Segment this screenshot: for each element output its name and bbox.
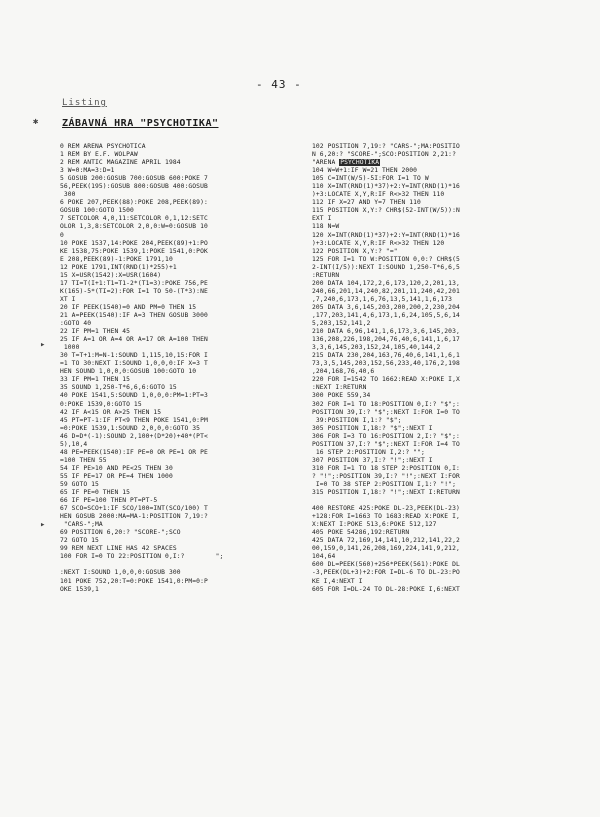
code-line: N 6,20:? "SCORE-";SCO:POSITION 2,21:? bbox=[312, 151, 456, 159]
code-line: 39:POSITION I,1:? "$"; bbox=[312, 416, 402, 424]
code-line: 110 X=INT(RND(1)*37)+2:Y=INT(RND(1)*16 bbox=[312, 183, 460, 191]
code-line: KE 1538,75:POKE 1539,1:POKE 1541,0:POK bbox=[60, 247, 208, 255]
listing-title: ZÁBAVNÁ HRA "PSYCHOTIKA" bbox=[62, 118, 219, 129]
code-line: 306 FOR I=3 TO 16:POSITION 2,I:? "$";: bbox=[312, 432, 460, 440]
code-line: 215 DATA 230,204,163,76,40,6,141,1,6,1 bbox=[312, 352, 460, 360]
code-line: 12 POKE 1791,INT(RND(1)*255)+1 bbox=[60, 263, 177, 271]
code-line: 300 POKE 559,34 bbox=[312, 392, 371, 400]
code-line: +128:FOR I=1663 TO 1683:READ X:POKE I, bbox=[312, 513, 460, 521]
code-line: 104 W=W+1:IF W=21 THEN 2000 bbox=[312, 167, 418, 175]
code-line: 104,64 bbox=[312, 553, 336, 561]
code-line: 54 IF PE>10 AND PE<25 THEN 30 bbox=[60, 464, 173, 472]
code-line: KE I,4:NEXT I bbox=[312, 577, 363, 585]
code-line: 240,66,201,14,240,82,201,11,240,42,201 bbox=[312, 287, 460, 295]
code-line: 200 DATA 104,172,2,6,173,120,2,201,13, bbox=[312, 279, 460, 287]
code-line: POSITION 39,I:? "$";:NEXT I:FOR I=0 TO bbox=[312, 408, 460, 416]
code-line: )+3:LOCATE X,Y,R:IF R<>32 THEN 110 bbox=[312, 191, 445, 199]
code-line: 22 IF PM=1 THEN 45 bbox=[60, 328, 131, 336]
code-line: 72 GOTO 15 bbox=[60, 537, 99, 545]
code-line: 605 FOR I=DL-24 TO DL-28:POKE I,6:NEXT bbox=[312, 585, 460, 593]
code-line: )+3:LOCATE X,Y,R:IF R<>32 THEN 120 bbox=[312, 239, 445, 247]
code-line: =100 THEN 55 bbox=[60, 456, 107, 464]
code-line: 10 POKE 1537,14:POKE 204,PEEK(89)+1:PO bbox=[60, 239, 208, 247]
code-line: 125 FOR I=1 TO W:POSITION 0,0:? CHR$(5 bbox=[312, 255, 460, 263]
code-line: 6 POKE 207,PEEK(88):POKE 208,PEEK(89): bbox=[60, 199, 208, 207]
code-line: 42 IF A<15 OR A>25 THEN 15 bbox=[60, 408, 162, 416]
code-line: 1 REM BY E.F. WOLPAW bbox=[60, 151, 138, 159]
code-line: 220 FOR I=1542 TO 1662:READ X:POKE I,X bbox=[312, 376, 460, 384]
code-line: POSITION 37,I:? "$";:NEXT I:FOR I=4 TO bbox=[312, 440, 460, 448]
code-line: 17 TI=T(I+1:T1=T1-2*(T1=3):POKE 756,PE bbox=[60, 279, 208, 287]
code-line: 15 X=USR(1542):X=USR(1604) bbox=[60, 271, 162, 279]
code-line: 205 DATA 3,6,145,203,200,200,2,230,204 bbox=[312, 303, 460, 311]
code-line: 600 DL=PEEK(560)+256*PEEK(561):POKE DL bbox=[312, 561, 460, 569]
code-line: -3,PEEK(DL+3)+2:FOR I=DL-6 TO DL-23:PO bbox=[312, 569, 460, 577]
code-line: 46 D=D*(-1):SOUND 2,100+(D*20)+40*(PT< bbox=[60, 432, 208, 440]
margin-mark: ▸ bbox=[40, 520, 46, 530]
code-line: ,7,240,6,173,1,6,76,13,5,141,1,6,173 bbox=[312, 295, 453, 303]
code-line: 48 PE=PEEK(1540):IF PE=0 OR PE=1 OR PE bbox=[60, 448, 208, 456]
code-line: 0:POKE 1539,0:GOTO 15 bbox=[60, 400, 142, 408]
code-column-left bbox=[60, 143, 300, 594]
code-line: 310 FOR I=1 TO 18 STEP 2:POSITION 0,I: bbox=[312, 464, 460, 472]
code-line: 2-INT(I/5)):NEXT I:SOUND 1,250-T*6,6,5 bbox=[312, 263, 460, 271]
code-line: 66 IF PE=100 THEN PT=PT-5 bbox=[60, 497, 158, 505]
margin-mark: ✱ bbox=[33, 117, 39, 127]
code-line: =0:POKE 1539,1:SOUND 2,0,0,0:GOTO 35 bbox=[60, 424, 201, 432]
code-line: 115 POSITION X,Y:? CHR$(52-INT(W/5)):N bbox=[312, 207, 460, 215]
code-line: 307 POSITION 37,I:? "!";:NEXT I bbox=[312, 456, 433, 464]
code-line: 00,159,0,141,26,208,169,224,141,9,212, bbox=[312, 545, 460, 553]
inverse-video-text: PSYCHOTIKA bbox=[340, 159, 380, 167]
code-line: 33 IF PM=1 THEN 15 bbox=[60, 376, 131, 384]
code-line: :NEXT I:RETURN bbox=[312, 384, 367, 392]
code-line: 65 IF PE=0 THEN 15 bbox=[60, 489, 131, 497]
margin-mark: ▸ bbox=[40, 340, 46, 350]
code-line: I=0 TO 38 STEP 2:POSITION I,1:? "!"; bbox=[312, 480, 456, 488]
code-line: 425 DATA 72,169,14,141,10,212,141,22,2 bbox=[312, 537, 460, 545]
code-line: 3 W=0:MA=3:D=1 bbox=[60, 167, 115, 175]
code-line: 5),10,4 bbox=[60, 440, 88, 448]
code-line: =1 TO 30:NEXT I:SOUND 1,0,0,0:IF X=3 T bbox=[60, 360, 208, 368]
code-line: 305 POSITION I,18:? "$";:NEXT I bbox=[312, 424, 433, 432]
code-line: K(165)-5*(TI=2):FOR I=1 TO 50-(T*3):NE bbox=[60, 287, 208, 295]
code-line: "CARS-";MA bbox=[60, 521, 103, 529]
code-line: 405 POKE 54286,192:RETURN bbox=[312, 529, 410, 537]
code-line: ,177,203,141,4,6,173,1,6,24,105,5,6,14 bbox=[312, 311, 460, 319]
code-line: :NEXT I:SOUND 1,0,0,0:GOSUB 300 bbox=[60, 569, 181, 577]
code-line: 56,PEEK(195):GOSUB 800:GOSUB 400:GOSUB bbox=[60, 183, 208, 191]
code-line: 5,203,152,141,2 bbox=[312, 320, 371, 328]
code-line: 25 IF A=1 OR A=4 OR A=17 OR A=100 THEN bbox=[60, 336, 208, 344]
code-line: 300 bbox=[60, 191, 76, 199]
page-number: - 43 - bbox=[256, 78, 302, 91]
code-line: 67 SCO=SCO+1:IF SCO/100=INT(SCO/100) T bbox=[60, 505, 208, 513]
code-line: 0 bbox=[60, 231, 64, 239]
code-line bbox=[60, 561, 300, 569]
code-line: HEN SOUND 1,0,0,0:GOSUB 100:GOTO 10 bbox=[60, 368, 197, 376]
code-line: 69 POSITION 6,20:? "SCORE-";SCO bbox=[60, 529, 181, 537]
code-line bbox=[312, 497, 557, 505]
code-line: 400 RESTORE 425:POKE DL-23,PEEK(DL-23) bbox=[312, 505, 460, 513]
code-line: 30 T=T+1:M=N-1:SOUND 1,115,10,15:FOR I bbox=[60, 352, 208, 360]
code-line: 3,3,6,145,203,152,24,105,40,144,2 bbox=[312, 344, 441, 352]
code-line: 112 IF X=27 AND Y=7 THEN 110 bbox=[312, 199, 421, 207]
code-line: 101 POKE 752,20:T=0:POKE 1541,0:PM=0:P bbox=[60, 577, 208, 585]
code-line: "ARENA PSYCHOTIKA bbox=[312, 159, 380, 167]
code-line: OKE 1539,1 bbox=[60, 585, 99, 593]
code-column-right bbox=[312, 143, 557, 594]
code-line: E 208,PEEK(89)-1:POKE 1791,10 bbox=[60, 255, 173, 263]
code-line: 73,3,5,145,203,152,56,233,40,176,2,198 bbox=[312, 360, 460, 368]
code-line: 1000 bbox=[60, 344, 80, 352]
code-line: X:NEXT I:POKE 513,6:POKE 512,127 bbox=[312, 521, 437, 529]
code-line: 100 FOR I=0 TO 22:POSITION 0,I:? "; bbox=[60, 553, 224, 561]
code-line: ,204,168,76,40,6 bbox=[312, 368, 375, 376]
code-line: 105 C=INT(W/5)-5I:FOR I=1 TO W bbox=[312, 175, 429, 183]
code-line: 102 POSITION 7,19:? "CARS-";MA:POSITIO bbox=[312, 143, 460, 150]
code-line: GOSUB 100:GOTO 1500 bbox=[60, 207, 134, 215]
code-line: 122 POSITION X,Y:? "=" bbox=[312, 247, 398, 255]
code-line: 315 POSITION I,18:? "!";:NEXT I:RETURN bbox=[312, 489, 460, 497]
code-line: OLOR 1,3,8:SETCOLOR 2,0,0:W=0:GOSUB 10 bbox=[60, 223, 208, 231]
code-line: 0 REM ARENA PSYCHOTICA bbox=[60, 143, 146, 150]
code-line: HEN GOSUB 2000:MA=MA-1:POSITION 7,19:? bbox=[60, 513, 208, 521]
code-line: 7 SETCOLOR 4,0,11:SETCOLOR 0,1,12:SETC bbox=[60, 215, 208, 223]
code-line: 118 N=W bbox=[312, 223, 340, 231]
code-line: 35 SOUND 1,250-T*6,6,6:GOTO 15 bbox=[60, 384, 177, 392]
code-line: 302 FOR I=1 TO 18:POSITION 0,I:? "$";: bbox=[312, 400, 460, 408]
code-line: 40 POKE 1541,5:SOUND 1,0,0,0:PM=1:PT=3 bbox=[60, 392, 208, 400]
code-line: 99 REM NEXT LINE HAS 42 SPACES bbox=[60, 545, 177, 553]
code-line: ? "!";:POSITION 39,I:? "!";:NEXT I:FOR bbox=[312, 472, 460, 480]
code-line: 21 A=PEEK(1540):IF A=3 THEN GOSUB 3000 bbox=[60, 311, 208, 319]
code-line: 210 DATA 6,96,141,1,6,173,3,6,145,203, bbox=[312, 328, 460, 336]
code-line: 136,208,226,198,204,76,40,6,141,1,6,17 bbox=[312, 336, 460, 344]
code-line: 120 X=INT(RND(1)*37)+2:Y=INT(RND(1)*16 bbox=[312, 231, 460, 239]
code-line: 59 GOTO 15 bbox=[60, 480, 99, 488]
code-line: :RETURN bbox=[312, 271, 340, 279]
code-line: 5 GOSUB 200:GOSUB 700:GOSUB 600:POKE 7 bbox=[60, 175, 208, 183]
code-line: EXT I bbox=[312, 215, 332, 223]
code-line: 2 REM ANTIC MAGAZINE APRIL 1984 bbox=[60, 159, 181, 167]
code-line: :GOTO 40 bbox=[60, 320, 92, 328]
code-line: 16 STEP 2:POSITION I,2:? ""; bbox=[312, 448, 425, 456]
code-line: XT I bbox=[60, 295, 76, 303]
code-line: 45 PT=PT-1:IF PT<9 THEN POKE 1541,0:PM bbox=[60, 416, 208, 424]
code-line: 55 IF PE=17 OR PE=4 THEN 1000 bbox=[60, 472, 173, 480]
code-line: 20 IF PEEK(1540)=0 AND PM=0 THEN 15 bbox=[60, 303, 197, 311]
section-label: Listing bbox=[62, 98, 107, 108]
